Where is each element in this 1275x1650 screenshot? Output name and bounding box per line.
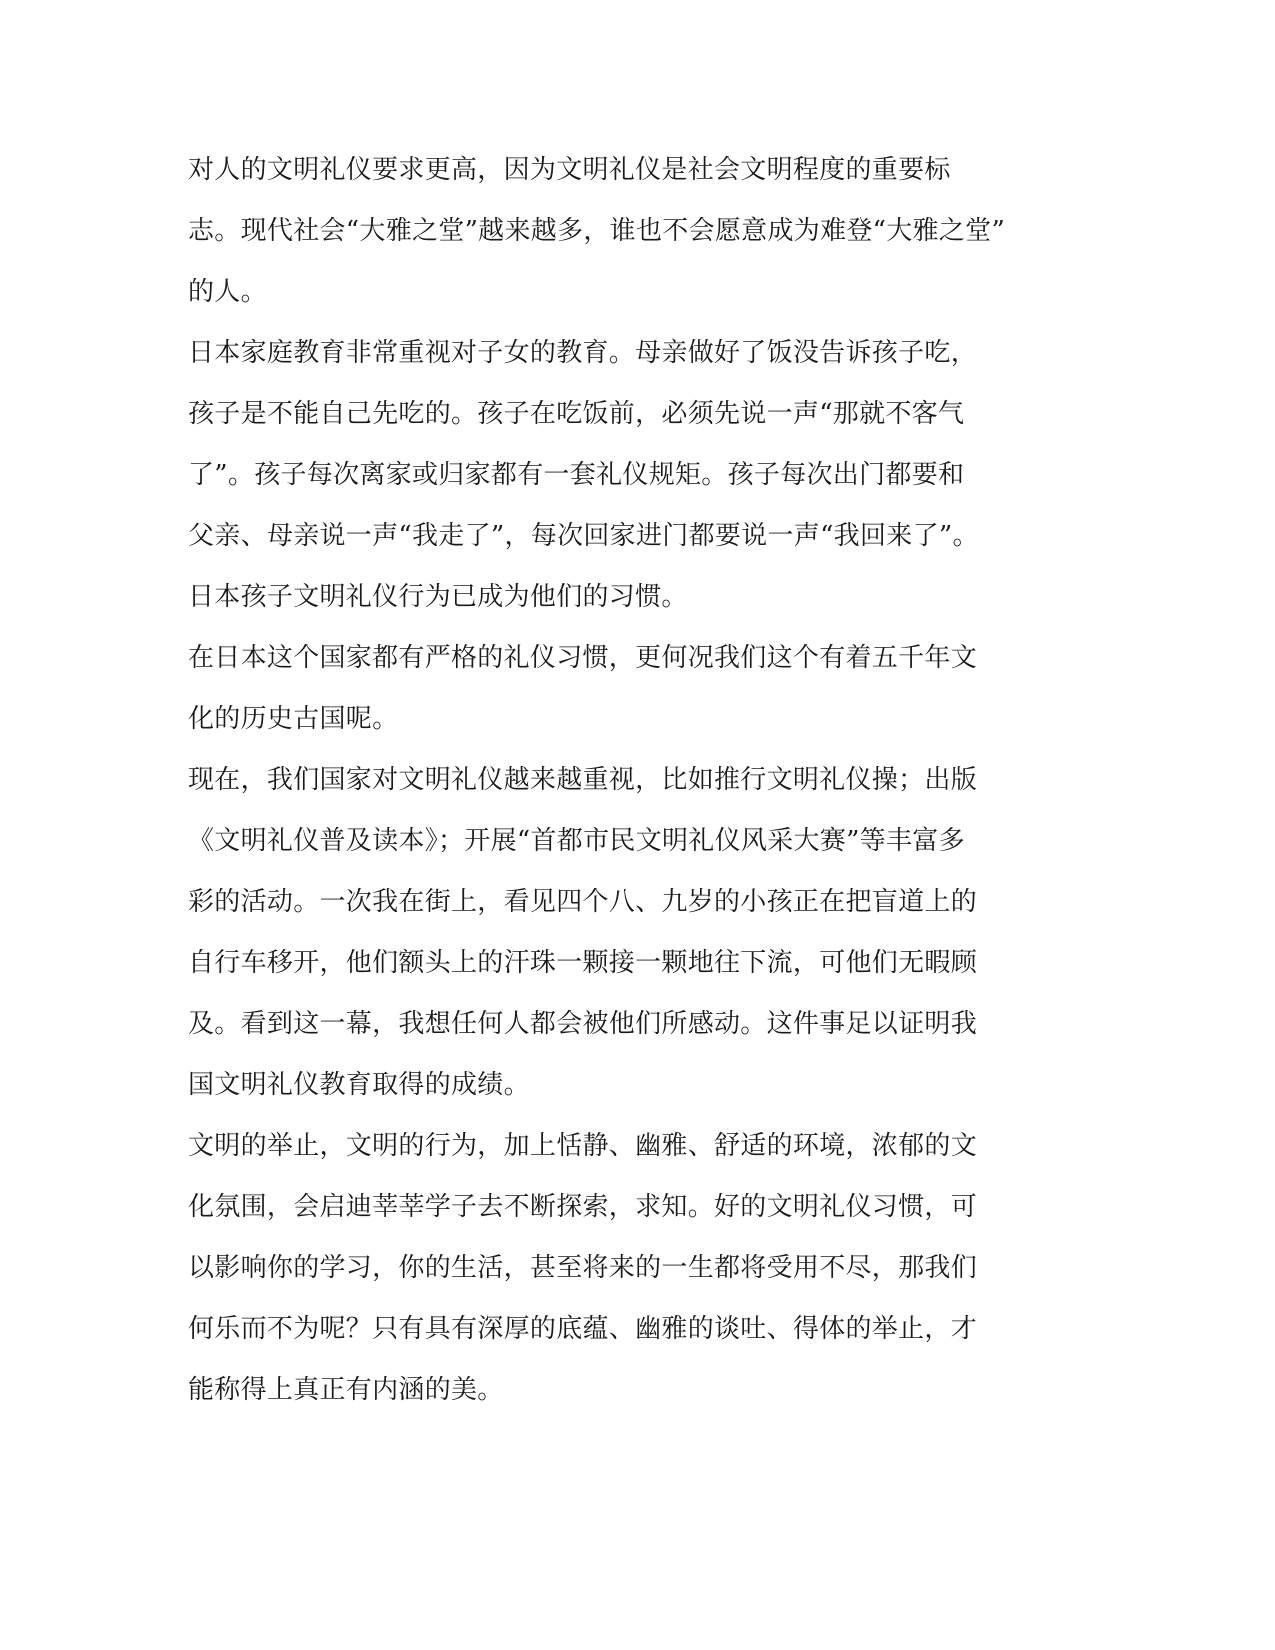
- text-line: 父亲、母亲说一声“我走了”，每次回家进门都要说一声“我回来了”。: [188, 521, 979, 551]
- text-line: 的人。: [188, 277, 267, 307]
- text-line: 文明的举止，文明的行为，加上恬静、幽雅、舒适的环境，浓郁的文: [188, 1131, 978, 1161]
- body-text: [188, 140, 1006, 1421]
- text-line: 能称得上真正有内涵的美。: [188, 1375, 504, 1405]
- text-line: 自行车移开，他们额头上的汗珠一颗接一颗地往下流，可他们无暇顾: [188, 948, 978, 978]
- text-line: 及。看到这一幕，我想任何人都会被他们所感动。这件事足以证明我: [188, 1009, 978, 1039]
- text-line: 志。现代社会“大雅之堂”越来越多，谁也不会愿意成为难登“大雅之堂”: [188, 216, 1006, 246]
- text-line: 何乐而不为呢？只有具有深厚的底蕴、幽雅的谈吐、得体的举止，才: [188, 1314, 978, 1344]
- text-line: 化氛围，会启迪莘莘学子去不断探索，求知。好的文明礼仪习惯，可: [188, 1192, 978, 1222]
- text-line: 在日本这个国家都有严格的礼仪习惯，更何况我们这个有着五千年文: [188, 643, 978, 673]
- text-line: 了”。孩子每次离家或归家都有一套礼仪规矩。孩子每次出门都要和: [188, 460, 965, 490]
- text-line: 日本家庭教育非常重视对子女的教育。母亲做好了饭没告诉孩子吃，: [188, 338, 978, 368]
- text-line: 彩的活动。一次我在街上，看见四个八、九岁的小孩正在把盲道上的: [188, 887, 978, 917]
- text-line: 以影响你的学习，你的生活，甚至将来的一生都将受用不尽，那我们: [188, 1253, 978, 1283]
- text-line: 《文明礼仪普及读本》；开展“首都市民文明礼仪风采大赛”等丰富多: [188, 826, 965, 856]
- text-line: 国文明礼仪教育取得的成绩。: [188, 1070, 530, 1100]
- text-line: 对人的文明礼仪要求更高，因为文明礼仪是社会文明程度的重要标: [188, 155, 951, 185]
- text-line: 孩子是不能自己先吃的。孩子在吃饭前，必须先说一声“那就不客气: [188, 399, 965, 429]
- text-line: 日本孩子文明礼仪行为已成为他们的习惯。: [188, 582, 688, 612]
- text-line: 现在，我们国家对文明礼仪越来越重视，比如推行文明礼仪操；出版: [188, 765, 978, 795]
- text-line: 化的历史古国呢。: [188, 704, 399, 734]
